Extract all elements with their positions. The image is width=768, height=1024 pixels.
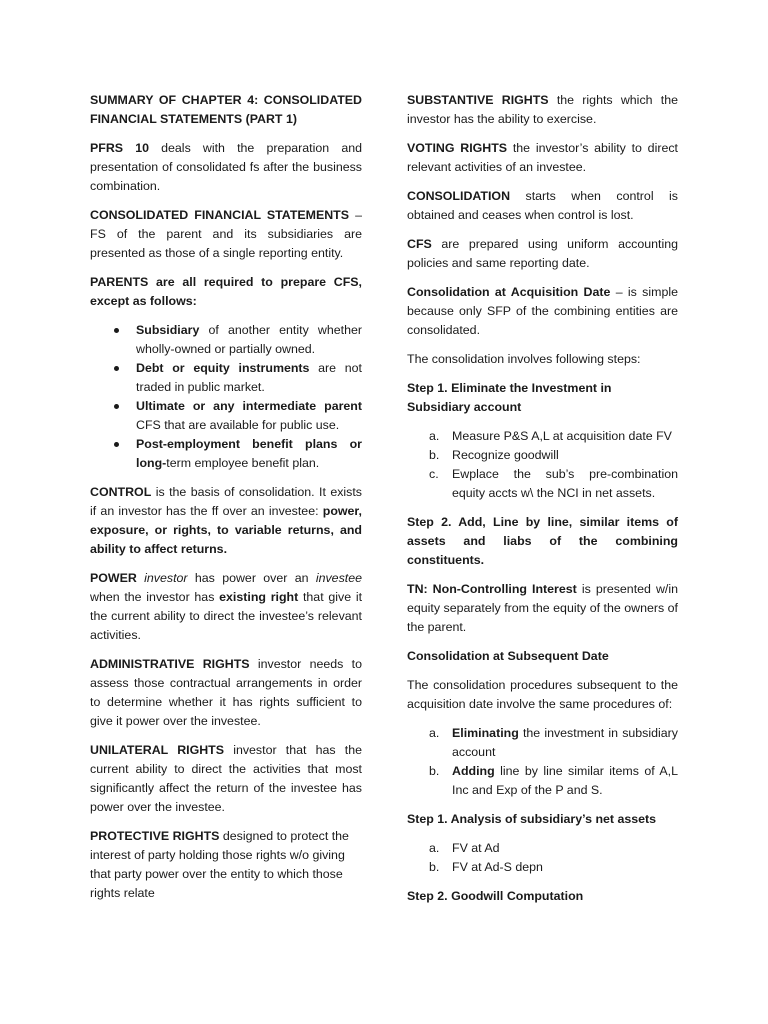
- list-item: Subsidiary of another entity whether wholly-owned or partially owned.: [90, 321, 362, 359]
- bullet-icon: [114, 328, 119, 333]
- cfs-prep-paragraph: CFS are prepared using uniform accounting policies and same reporting date.: [407, 237, 678, 270]
- list-item: b. FV at Ad-S depn: [429, 860, 543, 874]
- list-item: Post-employment benefit plans or long-term employee benefit plan.: [90, 435, 362, 473]
- pfrs-term: PFRS 10: [90, 141, 149, 155]
- substantive-rights-term: SUBSTANTIVE RIGHTS: [407, 93, 549, 107]
- list-item: Debt or equity instruments are not traded in public market.: [90, 359, 362, 397]
- voting-rights-term: VOTING RIGHTS: [407, 141, 508, 155]
- subsequent-paragraph: The consolidation procedures subsequent to the acquisition date involve the same procedures of:: [407, 678, 678, 711]
- list-item: Ultimate or any intermediate parent CFS that are available for public use.: [90, 397, 362, 435]
- consolidation-term: CONSOLIDATION: [407, 189, 511, 203]
- list-item: a. FV at Ad: [429, 841, 500, 855]
- bullet-icon: [114, 442, 119, 447]
- step2-heading: Step 2. Add, Line by line, similar items of assets and liabs of the combining constituents.: [407, 515, 678, 567]
- cfs-term: CONSOLIDATED FINANCIAL STATEMENTS: [90, 208, 350, 222]
- bullet-icon: [114, 404, 119, 409]
- list-item: c. Ewplace the sub’s pre-combination equity accts w\ the NCI in net assets.: [429, 467, 678, 500]
- parents-paragraph: PARENTS are all required to prepare CFS, except as follows:: [90, 275, 362, 308]
- list-item: a. Eliminating the investment in subsidiary account: [429, 726, 678, 759]
- step2b-heading: Step 2. Goodwill Computation: [407, 889, 584, 903]
- bullet-icon: [114, 366, 119, 371]
- pfrs-paragraph: PFRS 10 deals with the preparation and presentation of consolidated fs after the business combination.: [90, 141, 362, 193]
- protective-rights-term: PROTECTIVE RIGHTS: [90, 829, 220, 843]
- substantive-rights-paragraph: SUBSTANTIVE RIGHTS the rights which the investor has the ability to exercise.: [407, 93, 678, 126]
- unilateral-rights-term: UNILATERAL RIGHTS: [90, 743, 225, 757]
- control-paragraph: CONTROL is the basis of consolidation. It exists if an investor has the ff over an investee: power, exposure, or rights, to variable returns, and ability to affect returns.: [90, 485, 362, 556]
- administrative-rights-paragraph: ADMINISTRATIVE RIGHTS investor needs to assess those contractual arrangements in order to determine whether it has rights sufficient to give it power over the investee.: [90, 657, 363, 728]
- step1-heading: Step 1. Eliminate the Investment in Subsidiary account: [407, 381, 612, 414]
- step1b-heading: Step 1. Analysis of subsidiary’s net assets: [407, 812, 657, 826]
- parents-term: PARENTS: [90, 275, 149, 289]
- step1b-list: [407, 839, 678, 877]
- cfs-prep-term: CFS: [407, 237, 432, 251]
- protective-rights-paragraph: PROTECTIVE RIGHTS designed to protect the interest of party holding those rights w/o giving that party power over the entity to which those rights relate: [90, 829, 349, 900]
- subsequent-heading: Consolidation at Subsequent Date: [407, 649, 609, 663]
- page-title: SUMMARY OF CHAPTER 4: CONSOLIDATED FINANCIAL STATEMENTS (PART 1): [90, 93, 362, 126]
- list-item: a. Measure P&S A,L at acquisition date FV: [429, 429, 672, 443]
- power-paragraph: POWER investor has power over an investee when the investor has existing right that give it the current ability to direct the investee’s relevant activities.: [90, 571, 363, 642]
- unilateral-rights-paragraph: UNILATERAL RIGHTS investor that has the current ability to direct the activities that most significantly affect the return of the investee has power over the investee.: [90, 743, 363, 814]
- tn-term: TN: Non-Controlling Interest: [407, 582, 577, 596]
- consolidation-paragraph: CONSOLIDATION starts when control is obtained and ceases when control is lost.: [407, 189, 678, 222]
- left-column: [90, 91, 362, 913]
- list-item: b. Adding line by line similar items of A,L Inc and Exp of the P and S.: [429, 764, 678, 797]
- power-term: POWER: [90, 571, 137, 585]
- list-item: b. Recognize goodwill: [429, 448, 559, 462]
- exceptions-list: [90, 321, 362, 473]
- acquisition-date-paragraph: Consolidation at Acquisition Date – is simple because only SFP of the combining entities are consolidated.: [407, 285, 678, 337]
- right-column: [407, 91, 678, 916]
- step1-list: [407, 427, 678, 503]
- tn-paragraph: TN: Non-Controlling Interest is presented w/in equity separately from the equity of the owners of the parent.: [407, 582, 679, 634]
- steps-intro: The consolidation involves following steps:: [407, 352, 641, 366]
- voting-rights-paragraph: VOTING RIGHTS the investor’s ability to direct relevant activities of an investee.: [407, 141, 678, 174]
- administrative-rights-term: ADMINISTRATIVE RIGHTS: [90, 657, 250, 671]
- subsequent-list: [407, 724, 678, 800]
- acquisition-date-term: Consolidation at Acquisition Date: [407, 285, 611, 299]
- control-term: CONTROL: [90, 485, 152, 499]
- cfs-definition-paragraph: CONSOLIDATED FINANCIAL STATEMENTS – FS of the parent and its subsidiaries are presented as those of a single reporting entity.: [90, 208, 362, 260]
